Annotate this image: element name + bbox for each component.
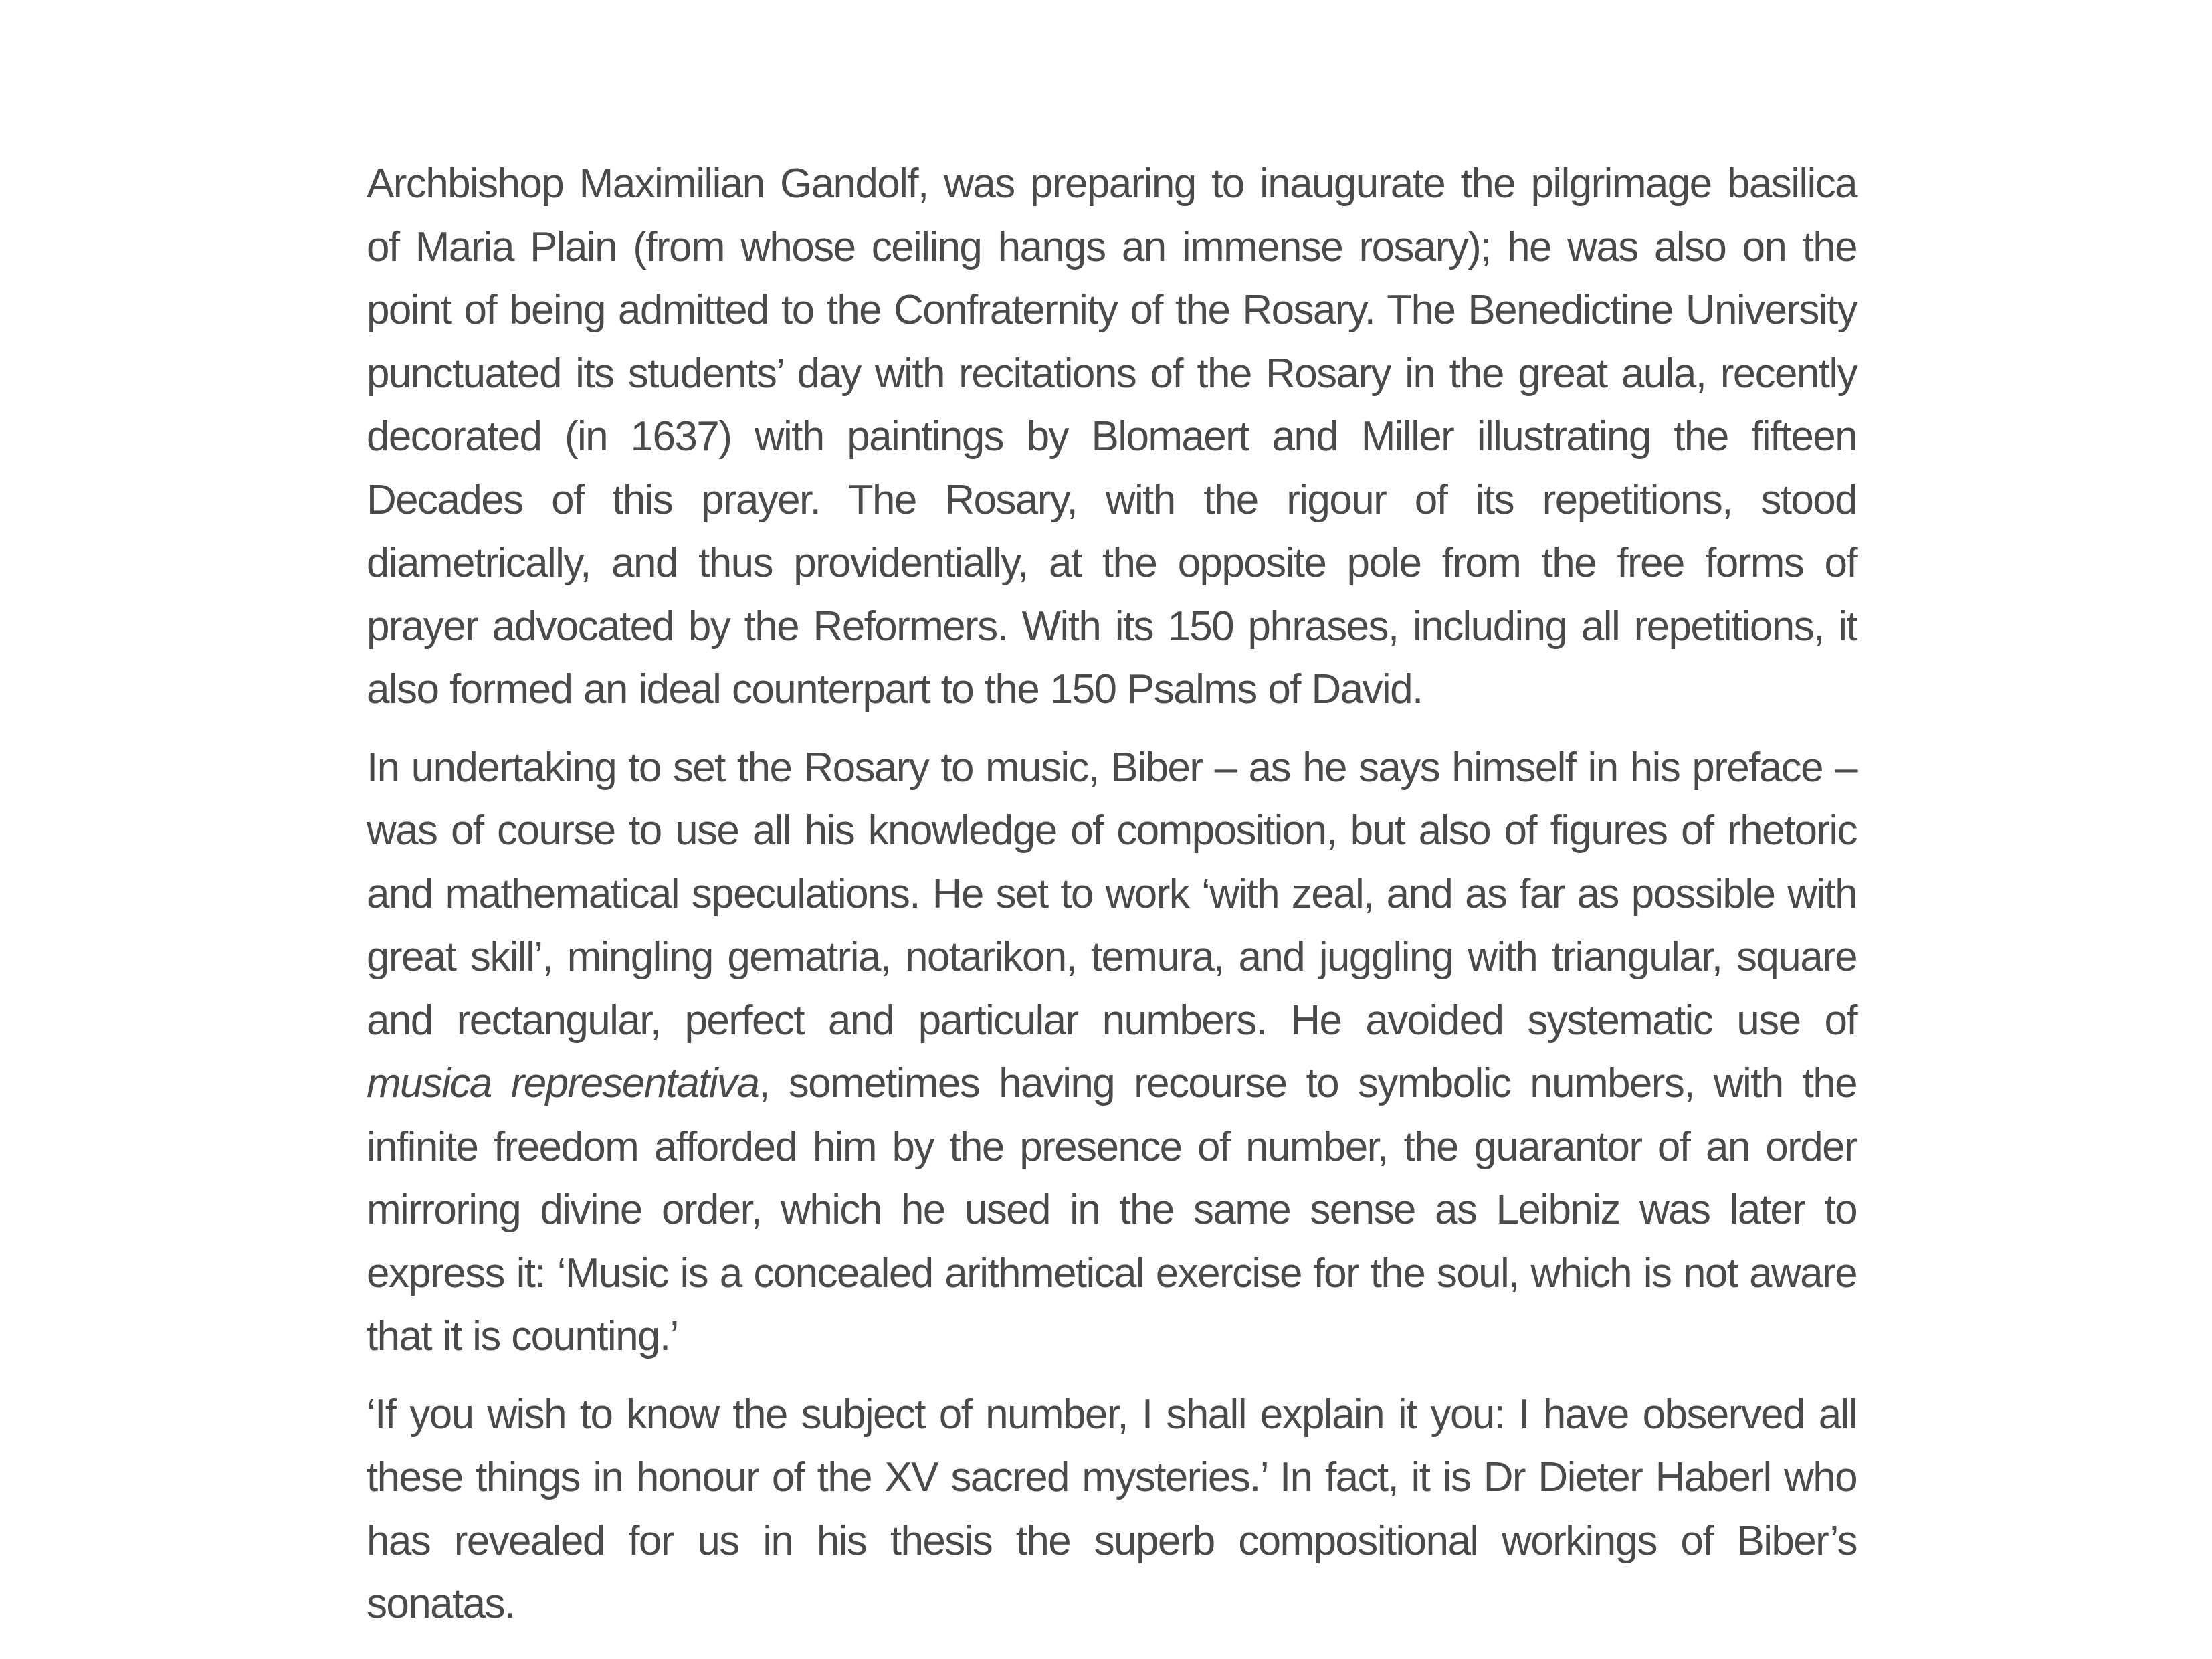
paragraph-1 [367,153,1857,722]
body-text [367,153,1857,1636]
paragraph-3 [367,1383,1857,1636]
paragraph-2-text-end: , sometimes having recourse to symbolic numbers, with the infinite freedom afforded him by the presence of number, the guarantor of an order mirroring divine order, which he used in the same sense as Leibniz was later to express it: ‘Music is a concealed arithmetical exercise for the soul, which is not aware that it is counting.’ [367,1060,1857,1359]
paragraph-3-text: ‘If you wish to know the subject of number, I shall explain it you: I have observed all these things in honour of the XV sacred mysteries.’ In fact, it is Dr Dieter Haberl who has revealed for us in his thesis the superb compositional workings of Biber’s sonatas. [367,1391,1857,1627]
paragraph-1-text: Archbishop Maximilian Gandolf, was preparing to inaugurate the pilgrimage basilica of Maria Plain (from whose ceiling hangs an immense rosary); he was also on the point of being admitted to the Confraternity of the Rosary. The Benedictine University punctuated its students’ day with recitations of the Rosary in the great aula, recently decorated (in 1637) with paintings by Blomaert and Miller illustrating the fifteen Decades of this prayer. The Rosary, with the rigour of its repetitions, stood diametrically, and thus providentially, at the opposite pole from the free forms of prayer advocated by the Reformers. With its 150 phrases, including all repetitions, it also formed an ideal counterpart to the 150 Psalms of David. [367,161,1857,712]
paragraph-2 [367,737,1857,1369]
paragraph-2-text-start: In undertaking to set the Rosary to music, Biber – as he says himself in his preface – was of course to use all his knowledge of composition, but also of figures of rhetoric and mathematical speculations. He set to work ‘with zeal, and as far as possible with great skill’, mingling gematria, notarikon, temura, and juggling with triangular, square and rectangular, perfect and particular numbers. He avoided systematic use of [367,744,1857,1044]
paragraph-2-italic-term: musica representativa [367,1060,759,1106]
